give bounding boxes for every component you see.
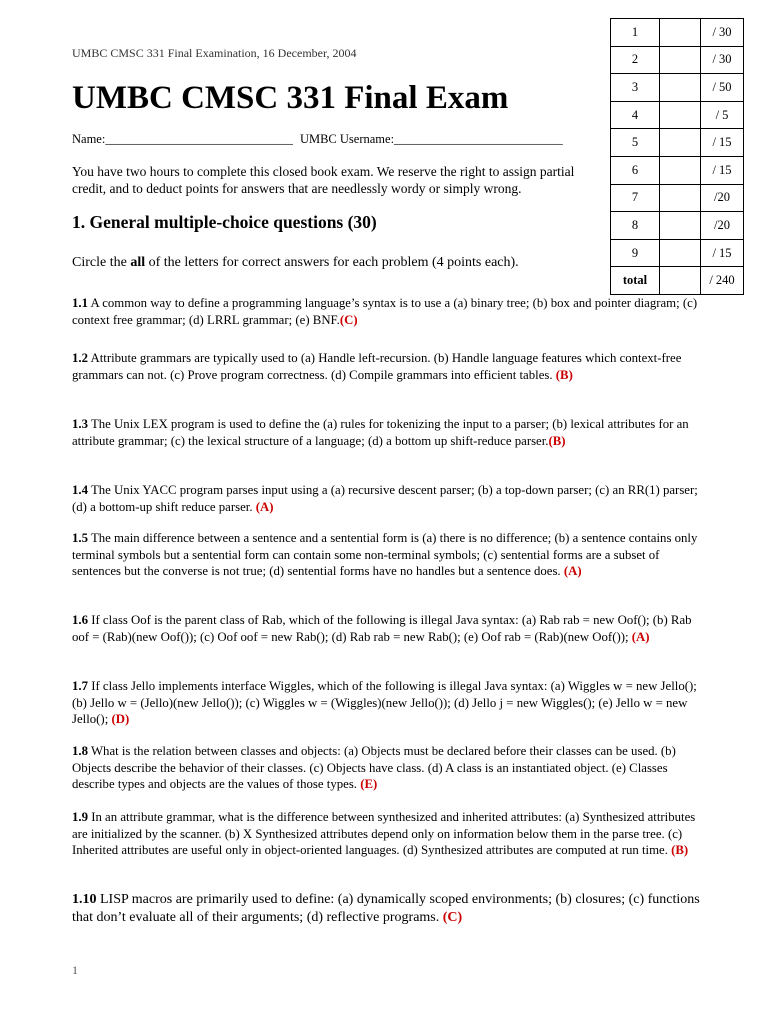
score-cell[interactable]	[660, 212, 701, 240]
question-number: 1.4	[72, 483, 88, 497]
score-row	[611, 212, 744, 240]
question-number: 1.10	[72, 892, 97, 907]
score-cell[interactable]	[660, 156, 701, 184]
answer-key: (E)	[360, 777, 378, 791]
question-number: 1.7	[72, 679, 88, 693]
question-number: 1.1	[72, 296, 88, 310]
score-max: / 240	[701, 267, 744, 295]
question-text: Attribute grammars are typically used to (a) Handle left-recursion. (b) Handle language features which context-free grammars can not. (c) Prove program correctness. (d) Compile grammars into efficient tables.	[72, 351, 682, 382]
score-row	[611, 267, 744, 295]
question-text: In an attribute grammar, what is the difference between synthesized and inherited attributes: (a) Synthesized attributes are initialized by the scanner. (b) X Synthesized attributes depend only on information below them in the parse tree. (c) Inherited attributes are useful only in object-oriented languages. (d) Synthesized attributes are computed at run time.	[72, 810, 696, 857]
answer-key: (A)	[631, 629, 650, 644]
score-max: / 5	[701, 101, 744, 129]
score-row	[611, 19, 744, 47]
score-max: / 15	[701, 156, 744, 184]
score-max: / 15	[701, 129, 744, 157]
score-row	[611, 101, 744, 129]
score-cell[interactable]	[660, 184, 701, 212]
answer-key: (B)	[555, 367, 573, 382]
score-table	[610, 18, 744, 295]
question-text: The Unix YACC program parses input using a (a) recursive descent parser; (b) a top-down parser; (c) an RR(1) parser; (d) a bottom-up shift reduce parser.	[72, 483, 698, 514]
question-text: The Unix LEX program is used to define the (a) rules for tokenizing the input to a parser; (b) lexical attributes for an attribute grammar; (c) the lexical structure of a language; (d) a bottom up shift-reduce parser.	[72, 417, 689, 448]
question	[72, 678, 700, 728]
score-question-num: 3	[611, 74, 660, 102]
answer-key: (C)	[339, 312, 358, 327]
score-question-num: 8	[611, 212, 660, 240]
question-text: If class Oof is the parent class of Rab, which of the following is illegal Java syntax: (a) Rab rab = new Oof(); (b) Rab oof = (Rab)(new Oof()); (c) Oof oof = new Rab(); (d) Rab rab = new Rab(); (e) Oof rab = (Rab)(new Oof());	[72, 613, 692, 644]
question-number: 1.6	[72, 613, 88, 627]
question-number: 1.2	[72, 351, 88, 365]
question	[72, 530, 700, 580]
score-row	[611, 129, 744, 157]
question	[72, 612, 700, 645]
score-max: /20	[701, 184, 744, 212]
question	[72, 743, 700, 793]
username-field[interactable]: UMBC Username:___________________________	[299, 132, 563, 146]
score-row	[611, 239, 744, 267]
question-text: The main difference between a sentence and a sentential form is (a) there is no difference; (b) a sentence contains only terminal symbols but a sentential form can contain some non-terminal symbols; (c) sentential forms are a subset of sentences but the converse is not true; (d) sentential forms have no handles but a sentence does.	[72, 531, 698, 578]
score-max: / 50	[701, 74, 744, 102]
score-question-num: total	[611, 267, 660, 295]
score-question-num: 4	[611, 101, 660, 129]
question-text: LISP macros are primarily used to define: (a) dynamically scoped environments; (b) closures; (c) functions that don’t evaluate all of their arguments; (d) reflective programs.	[72, 892, 700, 925]
score-row	[611, 46, 744, 74]
question-number: 1.3	[72, 417, 88, 431]
question-number: 1.8	[72, 744, 88, 758]
section-instruction: Circle the all of the letters for correct answers for each problem (4 points each).	[72, 255, 519, 270]
answer-key: (A)	[563, 564, 582, 578]
section-heading: 1. General multiple-choice questions (30)	[72, 212, 377, 232]
question-text: If class Jello implements interface Wiggles, which of the following is illegal Java syntax: (a) Wiggles w = new Jello(); (b) Jello w = (Jello)(new Jello()); (c) Wiggles w = (Wiggles)(new Jello()); (d) Jello j = new Wiggles(); (e) Jello w = new Jello();	[72, 679, 697, 726]
score-question-num: 2	[611, 46, 660, 74]
intro-paragraph: You have two hours to complete this closed book exam. We reserve the right to assign partial credit, and to deduct points for answers that are needlessly wordy or simply wrong.	[72, 164, 575, 196]
answer-key: (B)	[548, 433, 566, 448]
score-question-num: 7	[611, 184, 660, 212]
question-number: 1.9	[72, 810, 88, 824]
score-cell[interactable]	[660, 19, 701, 47]
question	[72, 350, 700, 383]
question-text: What is the relation between classes and objects: (a) Objects must be declared before their classes can be used. (b) Objects describe the behavior of their classes. (c) Objects have class. (d) A class is an instantiated object. (e) Classes describe types and objects are the values of those types.	[72, 744, 676, 791]
question-text: A common way to define a programming language’s syntax is to use a (a) binary tree; (b) box and pointer diagram; (c) context free grammar; (d) LRRL grammar; (e) BNF.	[72, 296, 698, 327]
question	[72, 295, 700, 328]
score-cell[interactable]	[660, 239, 701, 267]
running-header: UMBC CMSC 331 Final Examination, 16 December, 2004	[72, 46, 357, 60]
question	[72, 891, 700, 927]
score-row	[611, 184, 744, 212]
name-fields	[72, 132, 567, 147]
answer-key: (B)	[671, 843, 689, 857]
answer-key: (A)	[255, 499, 274, 514]
score-question-num: 9	[611, 239, 660, 267]
score-max: / 30	[701, 46, 744, 74]
score-max: /20	[701, 212, 744, 240]
page-number: 1	[72, 963, 78, 977]
score-cell[interactable]	[660, 129, 701, 157]
answer-key: (C)	[442, 910, 463, 925]
score-question-num: 5	[611, 129, 660, 157]
question-number: 1.5	[72, 531, 88, 545]
name-field[interactable]: Name:______________________________	[72, 132, 293, 146]
score-question-num: 6	[611, 156, 660, 184]
question	[72, 482, 700, 515]
score-row	[611, 156, 744, 184]
score-cell[interactable]	[660, 74, 701, 102]
score-max: / 30	[701, 19, 744, 47]
score-row	[611, 74, 744, 102]
answer-key: (D)	[111, 712, 130, 726]
question	[72, 416, 700, 449]
score-cell[interactable]	[660, 267, 701, 295]
score-max: / 15	[701, 239, 744, 267]
page-title: UMBC CMSC 331 Final Exam	[72, 80, 509, 116]
score-cell[interactable]	[660, 101, 701, 129]
question	[72, 809, 700, 859]
score-question-num: 1	[611, 19, 660, 47]
score-cell[interactable]	[660, 46, 701, 74]
